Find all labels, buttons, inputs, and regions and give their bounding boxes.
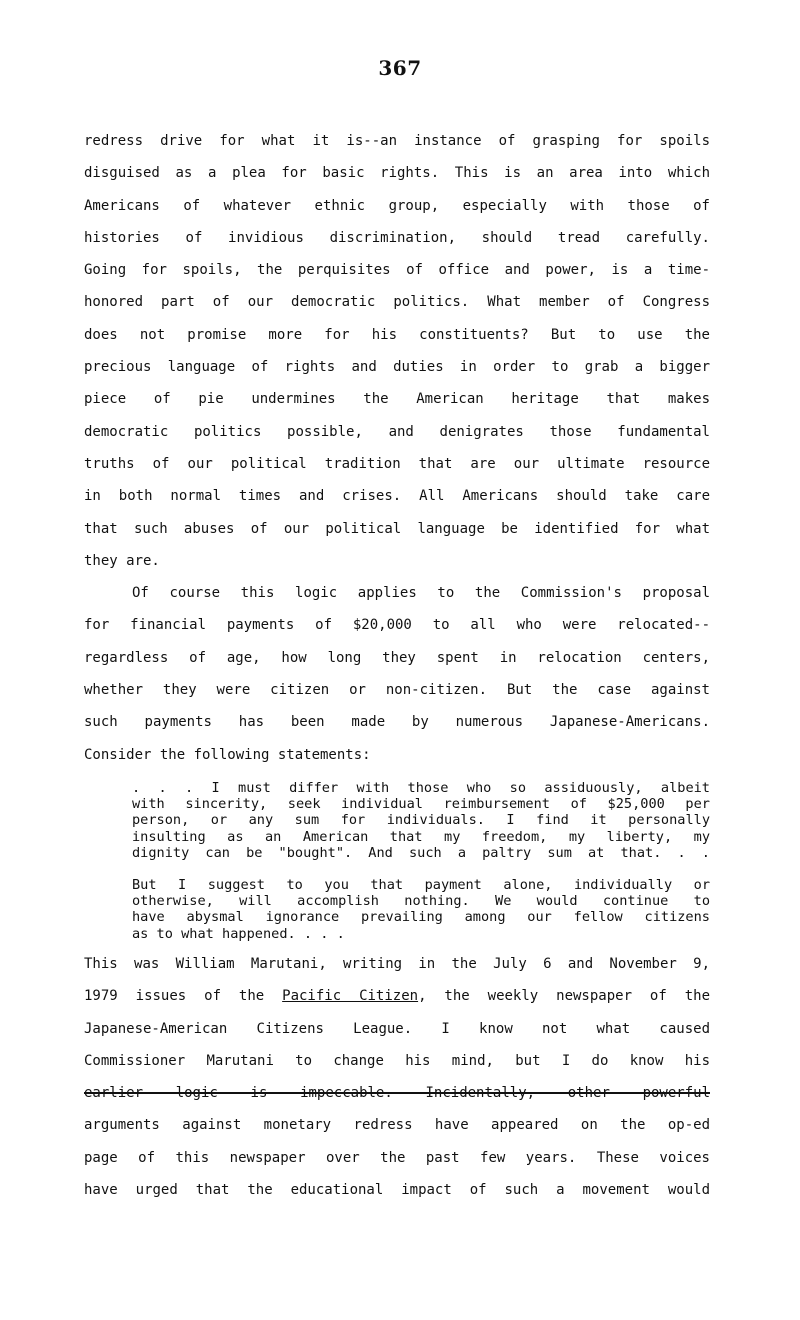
- text-line: truths of our political tradition that are our ultimate resource: [84, 455, 710, 472]
- text-line: page of this newspaper over the past few years. These voices: [84, 1149, 710, 1166]
- text-line: such payments has been made by numerous Japanese-Americans.: [84, 714, 710, 731]
- text-line: for financial payments of $20,000 to all who were relocated--: [84, 617, 710, 634]
- text-line: regardless of age, how long they spent in relocation centers,: [84, 649, 710, 666]
- text-line: democratic politics possible, and denigrates those fundamental: [84, 423, 710, 440]
- text-line: that such abuses of our political language be identified for what: [84, 520, 710, 537]
- text-line: have urged that the educational impact of such a movement would: [84, 1182, 710, 1199]
- quote-line: But I suggest to you that payment alone, individually or: [132, 877, 710, 893]
- body-text-bottom: [84, 956, 710, 1214]
- paragraph-first-line: Of course this logic applies to the Commission's proposal: [132, 585, 710, 602]
- text-line: in both normal times and crises. All Americans should take care: [84, 488, 710, 505]
- text-line: piece of pie undermines the American heritage that makes: [84, 391, 710, 408]
- text-segment: 1979 issues of the: [84, 988, 283, 1005]
- text-segment: , the weekly newspaper of the: [418, 988, 710, 1005]
- text-line: redress drive for what it is--an instance of grasping for spoils: [84, 133, 710, 149]
- text-line: Americans of whatever ethnic group, especially with those of: [84, 197, 710, 214]
- text-line: precious language of rights and duties in order to grab a bigger: [84, 359, 710, 376]
- text-line: honored part of our democratic politics. What member of Congress: [84, 294, 710, 311]
- quote-line: insulting as an American that my freedom, my liberty, my: [132, 828, 710, 845]
- text-line: whether they were citizen or non-citizen. But the case against: [84, 682, 710, 699]
- text-line: [84, 988, 710, 1020]
- text-line: Consider the following statements:: [84, 746, 371, 763]
- page-number: 367: [378, 56, 422, 80]
- block-quote-2: [132, 877, 710, 942]
- quote-line: as to what happened. . . .: [132, 925, 345, 942]
- quote-line: person, or any sum for individuals. I find it personally: [132, 812, 710, 829]
- text-line: they are.: [84, 552, 160, 569]
- quote-line: otherwise, will accomplish nothing. We would continue to: [132, 893, 710, 910]
- quote-line: have abysmal ignorance prevailing among our fellow citizens: [132, 909, 710, 926]
- text-line: Japanese-American Citizens League. I know not what caused: [84, 1020, 710, 1037]
- text-line: arguments against monetary redress have appeared on the op-ed: [84, 1117, 710, 1134]
- text-line: Going for spoils, the perquisites of office and power, is a time-: [84, 262, 710, 279]
- text-line: does not promise more for his constituents? But to use the: [84, 326, 710, 343]
- body-text-top: [84, 133, 710, 779]
- text-line: Commissioner Marutani to change his mind, but I do know his: [84, 1052, 710, 1069]
- newspaper-title: Pacific Citizen: [282, 988, 419, 1005]
- quote-line: . . . I must differ with those who so assiduously, albeit: [132, 780, 710, 796]
- quote-line: dignity can be "bought". And such a paltry sum at that. . .: [132, 844, 710, 861]
- text-line: histories of invidious discrimination, should tread carefully.: [84, 229, 710, 246]
- text-line: This was William Marutani, writing in the July 6 and November 9,: [84, 956, 710, 972]
- quote-line: with sincerity, seek individual reimbursement of $25,000 per: [132, 796, 710, 813]
- block-quote-1: [132, 780, 710, 861]
- struck-through-line: earlier logic is impeccable. Incidentally, other powerful: [84, 1085, 710, 1102]
- text-line: disguised as a plea for basic rights. This is an area into which: [84, 165, 710, 182]
